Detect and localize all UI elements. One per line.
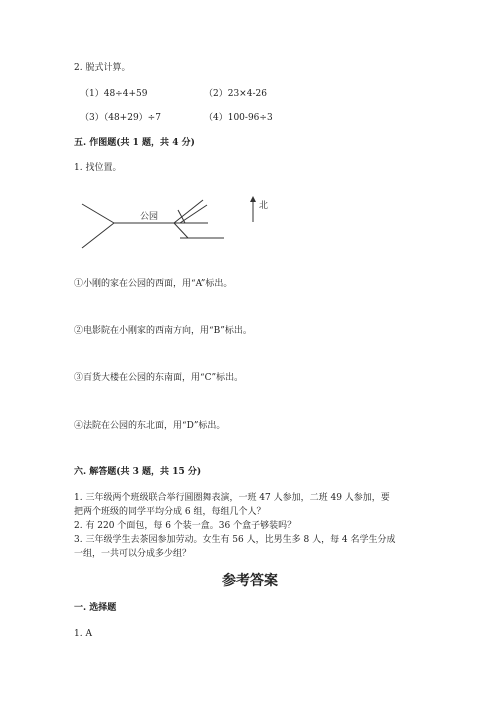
- road-southeast: [174, 223, 188, 238]
- section6-heading: 六. 解答题(共 3 题，共 15 分): [74, 467, 202, 477]
- calc-problem-3: （3）（48+29）÷7: [80, 113, 161, 123]
- answers-title: 参考答案: [222, 573, 278, 589]
- park-label: 公园: [140, 212, 159, 222]
- road-west-upper: [82, 204, 114, 223]
- answers-section1-heading: 一. 选择题: [74, 603, 117, 613]
- section6-line-3: 2. 有 220 个面包，每 6 个装一盒。36 个盒子够装吗？: [74, 521, 297, 531]
- section6-line-4: 3. 三年级学生去茶园参加劳动。女生有 56 人，比男生多 8 人，每 4 名学生分成: [74, 535, 396, 545]
- section6-line-2: 把两个班级的同学平均分成 6 组，每组几个人？: [74, 507, 266, 517]
- north-arrow-head: [250, 196, 256, 202]
- instruction-1: ①小刚的家在公园的西面，用“A”标出。: [74, 279, 233, 289]
- section5-heading: 五. 作图题(共 1 题，共 4 分): [74, 138, 195, 148]
- road-north-stub: [178, 210, 185, 223]
- calc-problem-1: （1）48÷4+59: [80, 89, 148, 99]
- calc-problem-4: （4）100-96÷3: [204, 113, 273, 123]
- section6-line-5: 一组，一共可以分成多少组？: [74, 549, 192, 559]
- road-west-lower: [82, 223, 114, 248]
- location-map: [70, 192, 280, 254]
- instruction-4: ④法院在公园的东北面，用“D”标出。: [74, 421, 226, 431]
- section6-line-1: 1. 三年级两个班级联合举行圆圈舞表演，一班 47 人参加，二班 49 人参加，要: [74, 493, 390, 503]
- calc-heading: 2. 脱式计算。: [74, 63, 131, 73]
- section5-question-1: 1. 找位置。: [74, 163, 122, 173]
- north-label: 北: [259, 201, 269, 211]
- instruction-3: ③百货大楼在公园的东南面，用“C”标出。: [74, 373, 244, 383]
- answer-1: 1. A: [74, 629, 92, 639]
- calc-problem-2: （2）23×4-26: [204, 89, 267, 99]
- instruction-2: ②电影院在小刚家的西南方向，用“B”标出。: [74, 326, 252, 336]
